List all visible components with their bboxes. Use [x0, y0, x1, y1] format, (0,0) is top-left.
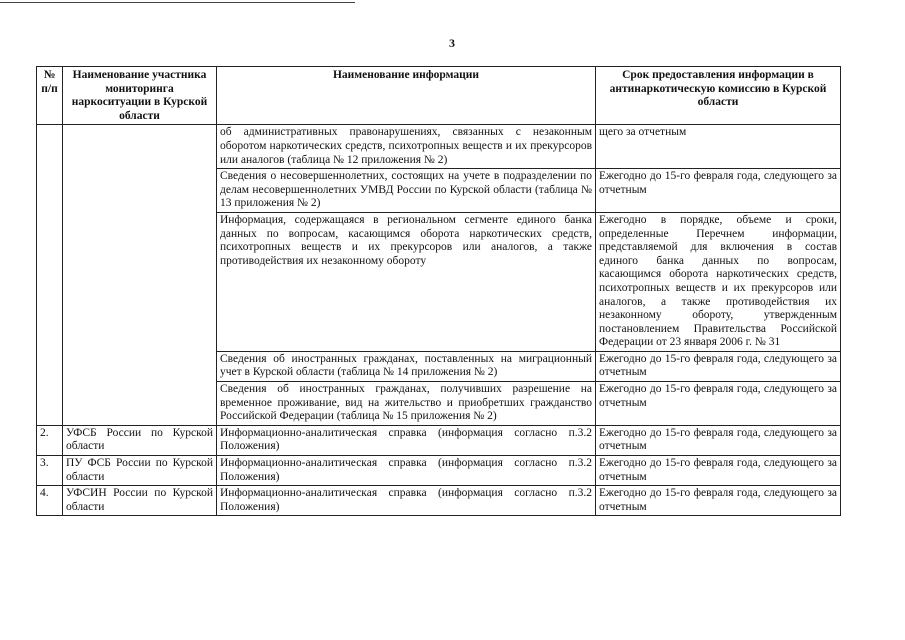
- table-row: [37, 425, 841, 455]
- row-7-deadline: Ежегодно до 15-го февраля года, следующего за отчетным: [596, 456, 841, 486]
- table-row: [37, 456, 841, 486]
- top-rule: [0, 2, 355, 3]
- row-7-participant: ПУ ФСБ России по Курской области: [63, 456, 217, 486]
- row-3-deadline: Ежегодно в порядке, объеме и сроки, определенные Перечнем информации, представляемой для включения в состав единого банка данных по вопросам, касающимся оборота наркотических средств, психотропных веществ и их прекурсоров или аналогов, а также противодействия их незаконному обороту, утвержденным постановлением Правительства Российской Федерации от 23 января 2006 г. № 31: [596, 212, 841, 351]
- row-8-deadline: Ежегодно до 15-го февраля года, следующего за отчетным: [596, 486, 841, 516]
- row-8-participant: УФСИН России по Курской области: [63, 486, 217, 516]
- row-2-deadline: Ежегодно до 15-го февраля года, следующего за отчетным: [596, 169, 841, 213]
- header-number: № п/п: [37, 67, 63, 125]
- row-1-info: об административных правонарушениях, связанных с незаконным оборотом наркотических средств, психотропных веществ и их прекурсоров или аналогов (таблица № 12 приложения № 2): [217, 125, 596, 169]
- row-6-info: Информационно-аналитическая справка (информация согласно п.3.2 Положения): [217, 425, 596, 455]
- monitoring-table: [36, 66, 841, 516]
- row-6-number: 2.: [37, 425, 63, 455]
- row-1-deadline: щего за отчетным: [596, 125, 841, 169]
- table-header-row: [37, 67, 841, 125]
- header-information: Наименование информации: [217, 67, 596, 125]
- row-7-info: Информационно-аналитическая справка (информация согласно п.3.2 Положения): [217, 456, 596, 486]
- row-8-number: 4.: [37, 486, 63, 516]
- table-row: [37, 125, 841, 169]
- row-4-deadline: Ежегодно до 15-го февраля года, следующего за отчетным: [596, 351, 841, 381]
- row-3-info: Информация, содержащаяся в региональном сегменте единого банка данных по вопросам, касающимся оборота наркотических средств, психотропных веществ и их прекурсоров или аналогов, а также противодействия их незаконному обороту: [217, 212, 596, 351]
- row-1-participant: [63, 125, 217, 425]
- row-1-number: [37, 125, 63, 425]
- row-5-deadline: Ежегодно до 15-го февраля года, следующего за отчетным: [596, 382, 841, 426]
- table-row: [37, 486, 841, 516]
- row-5-info: Сведения об иностранных гражданах, получивших разрешение на временное проживание, вид на жительство и приобретших гражданство Российской Федерации (таблица № 15 приложения № 2): [217, 382, 596, 426]
- row-7-number: 3.: [37, 456, 63, 486]
- row-4-info: Сведения об иностранных гражданах, поставленных на миграционный учет в Курской области (таблица № 14 приложения № 2): [217, 351, 596, 381]
- row-8-info: Информационно-аналитическая справка (информация согласно п.3.2 Положения): [217, 486, 596, 516]
- page-number: 3: [449, 36, 455, 50]
- row-6-deadline: Ежегодно до 15-го февраля года, следующего за отчетным: [596, 425, 841, 455]
- header-deadline: Срок предоставления информации в антинаркотическую комиссию в Курской области: [596, 67, 841, 125]
- row-6-participant: УФСБ России по Курской области: [63, 425, 217, 455]
- header-participant: Наименование участника мониторинга наркоситуации в Курской области: [63, 67, 217, 125]
- row-2-info: Сведения о несовершеннолетних, состоящих на учете в подразделении по делам несовершеннолетних УМВД России по Курской области (таблица № 13 приложения № 2): [217, 169, 596, 213]
